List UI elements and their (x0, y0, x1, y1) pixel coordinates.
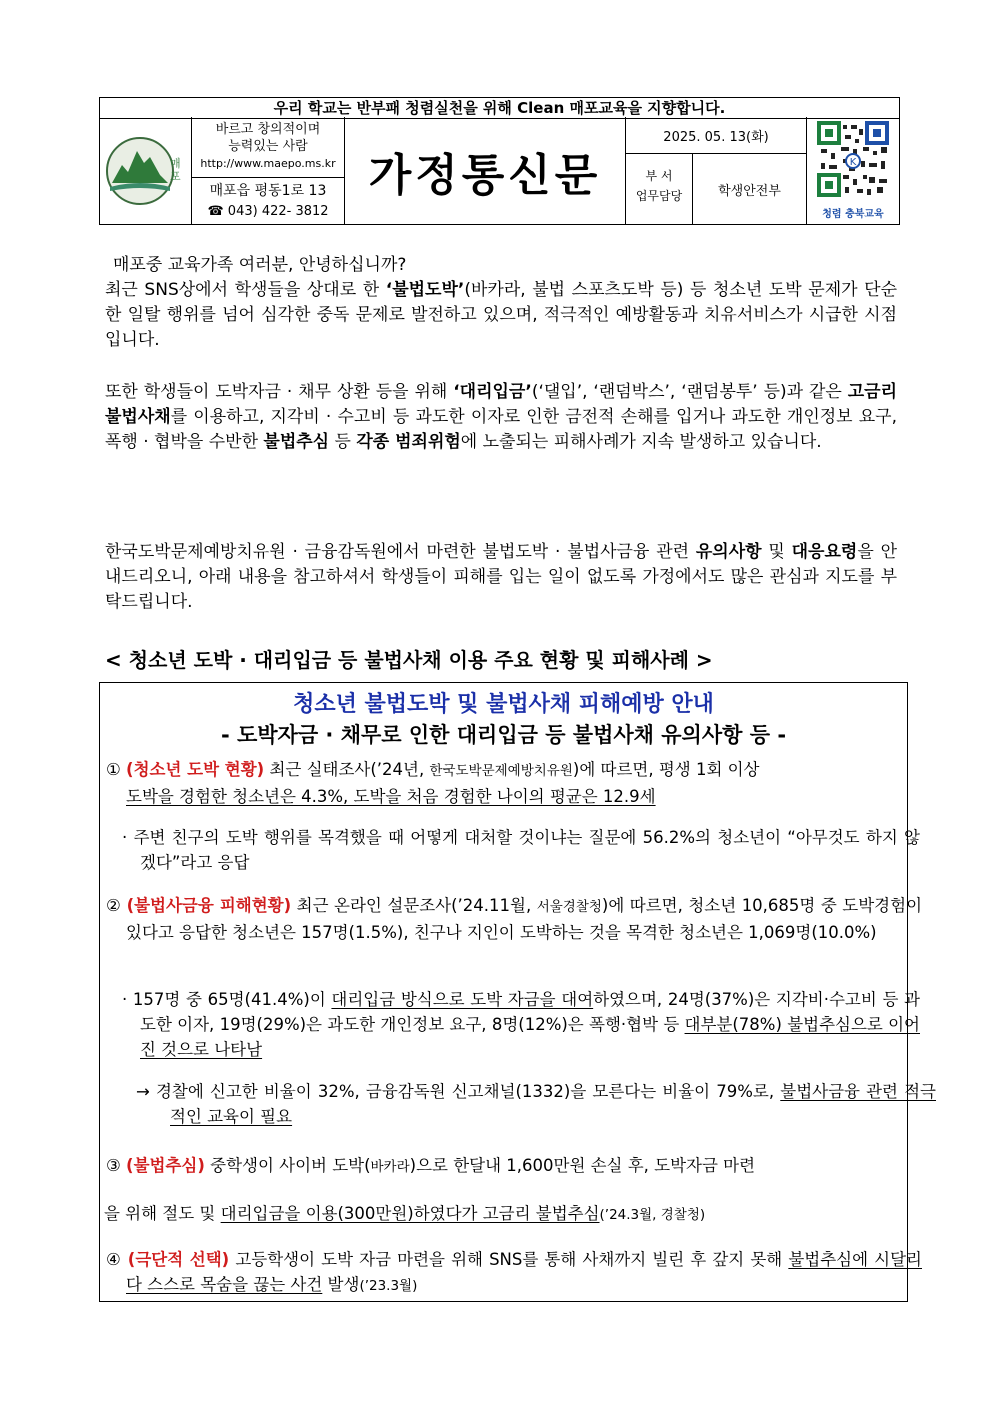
item-3: ③ (불법추심) 중학생이 사이버 도박(바카라)으로 한달내 1,600만원 손실 후, 도박자금 마련 (106, 1156, 756, 1175)
school-phone (192, 203, 344, 221)
logo-text: 매포 (170, 157, 181, 183)
item-4: ④ (극단적 선택) 고등학생이 도박 자금 마련을 위해 SNS를 통해 사채까지 빌린 후 갚지 못해 불법추심에 시달리다 스스로 목숨을 끊는 사건 발생(’23.3월) (106, 1250, 922, 1294)
item-1: ① (청소년 도박 현황) 최근 실태조사(’24년, 한국도박문제예방치유원)에 따르면, 평생 1회 이상 도박을 경험한 청소년은 4.3%, 도박을 처음 경험한 나이의 평균은 12.9세 (106, 760, 760, 806)
item-2-arrow-note: → 경찰에 신고한 비율이 32%, 금융감독원 신고채널(1332)을 모른다는 비율이 79%로, 불법사금융 관련 적극적인 교육이 필요 (136, 1082, 936, 1126)
issue-date: 2025. 05. 13(화) (626, 117, 806, 154)
intro-paragraph-1: 매포중 교육가족 여러분, 안녕하십니까? 최근 SNS상에서 학생들을 상대로 한 ‘불법도박’(바카라, 불법 스포츠도박 등) 등 청소년 도박 문제가 단순한 일탈 행위를 넘어 심각한 중독 문제로 발전하고 있으며, 적극적인 예방활동과 치유서비스가 시급한 시점입니다. (105, 255, 897, 350)
motto-line-2: 능력있는 사람 (228, 139, 308, 154)
item-2-sub: · 157명 중 65명(41.4%)이 대리입금 방식으로 도박 자금을 대여하였으며, 24명(37%)은 지각비·수고비 등 과도한 이자, 19명(29%)은 과도한 개인정보 요구, 8명(12%)은 폭행·협박 등 대부분(78%) 불법추심으로 이어진 것으로 나타남 (122, 990, 920, 1059)
qr-code[interactable] (807, 117, 899, 224)
motto-line-1: 바르고 창의적이며 (215, 122, 321, 137)
notice-title: 청소년 불법도박 및 불법사채 피해예방 안내 (293, 692, 714, 717)
intro-paragraph-2: 또한 학생들이 도박자금 · 채무 상환 등을 위해 ‘대리입금’(‘댈입’, ‘랜덤박스’, ‘랜덤봉투’ 등)과 같은 고금리 불법사채를 이용하고, 지각비 · 수고비 등 과도한 이자로 인한 금전적 손해를 입거나 과도한 개인정보 요구, 폭행 · 협박을 수반한 불법추심 등 각종 범죄위험에 노출되는 피해사례가 지속 발생하고 있습니다. (105, 382, 897, 452)
qr-caption: 청렴 충북교육 (822, 209, 884, 220)
department-value: 학생안전부 (718, 183, 781, 199)
item-3-cont: 을 위해 절도 및 대리입금을 이용(300만원)하였다가 고금리 불법추심(’24.3월, 경찰청) (104, 1204, 706, 1223)
svg-text:K: K (849, 157, 857, 168)
item-1-sub: · 주변 친구의 도박 행위를 목격했을 때 어떻게 대처할 것이냐는 질문에 56.2%의 청소년이 “아무것도 하지 않겠다”라고 응답 (122, 828, 920, 872)
school-address: 매포읍 평동1로 13 (209, 183, 327, 199)
arrow-icon: → (136, 1082, 150, 1101)
intro-paragraph-3: 한국도박문제예방치유원 · 금융감독원에서 마련한 불법도박 · 불법사금융 관련 유의사항 및 대응요령을 안내드리오니, 아래 내용을 참고하셔서 학생들이 피해를 입는 일이 없도록 가정에서도 많은 관심과 지도를 부탁드립니다. (105, 542, 897, 612)
masthead-table (99, 117, 900, 225)
department-label: 부 서 업무담당 (626, 154, 693, 224)
document-info (626, 117, 807, 224)
notice-subtitle: - 도박자금 · 채무로 인한 대리입금 등 불법사채 유의사항 등 - (220, 723, 787, 747)
section-title: < 청소년 도박 · 대리입금 등 불법사채 이용 주요 현황 및 피해사례 > (105, 648, 713, 672)
school-logo (100, 117, 192, 224)
info-divider (192, 177, 344, 178)
phone-icon: ☎ (207, 204, 224, 219)
phone-number: 043) 422- 3812 (227, 204, 329, 219)
item-2: ② (불법사금융 피해현황) 최근 온라인 설문조사(’24.11월, 서울경찰청)에 따르면, 청소년 10,685명 중 도박경험이 있다고 응답한 청소년은 157명(1.5%), 친구나 지인이 도박하는 것을 목격한 청소년은 1,069명(10.0%) (106, 896, 923, 942)
school-info (192, 117, 345, 224)
notice-box (99, 682, 936, 1302)
school-slogan: 우리 학교는 반부패 청렴실천을 위해 Clean 매포교육을 지향합니다. (99, 97, 900, 119)
school-website[interactable]: http://www.maepo.ms.kr (200, 157, 336, 170)
document-title: 가정통신문 (345, 117, 626, 224)
